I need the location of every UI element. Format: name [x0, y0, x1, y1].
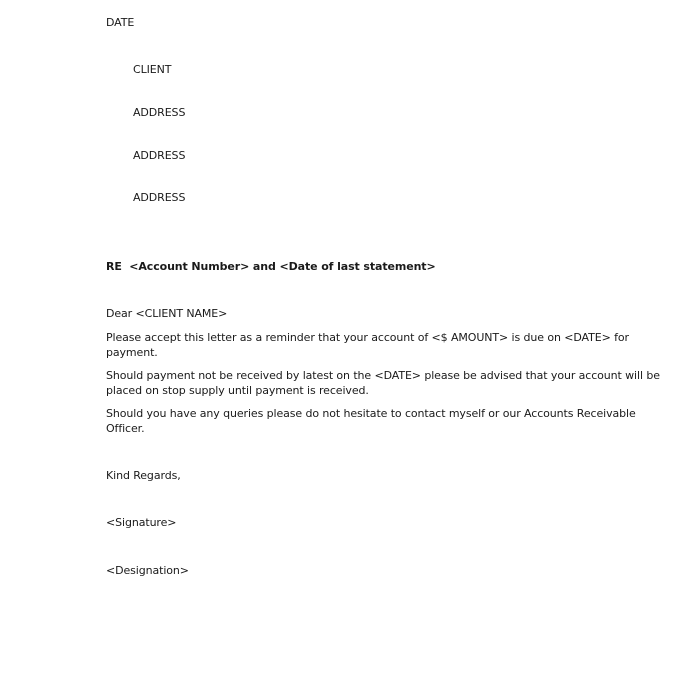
address-line-3: ADDRESS	[133, 191, 186, 204]
address-line-2: ADDRESS	[133, 149, 186, 162]
date-line: DATE	[106, 16, 135, 29]
paragraph-line: Officer.	[106, 422, 145, 435]
signature: <Signature>	[106, 516, 177, 529]
designation: <Designation>	[106, 564, 189, 577]
salutation: Dear <CLIENT NAME>	[106, 307, 228, 320]
paragraph-line: payment.	[106, 346, 158, 359]
client-line: CLIENT	[133, 63, 172, 76]
address-line-1: ADDRESS	[133, 106, 186, 119]
paragraph-stop-supply	[106, 368, 666, 398]
subject-line: RE <Account Number> and <Date of last statement>	[106, 260, 436, 273]
closing: Kind Regards,	[106, 469, 181, 482]
paragraph-line: placed on stop supply until payment is received.	[106, 384, 369, 397]
paragraph-line: Should you have any queries please do not hesitate to contact myself or our Accounts Receivable	[106, 407, 636, 420]
paragraph-line: Should payment not be received by latest on the <DATE> please be advised that your account will be	[106, 369, 660, 382]
paragraph-line: Please accept this letter as a reminder that your account of <$ AMOUNT> is due on <DATE> for	[106, 331, 629, 344]
paragraph-queries	[106, 406, 666, 436]
paragraph-reminder	[106, 330, 666, 360]
